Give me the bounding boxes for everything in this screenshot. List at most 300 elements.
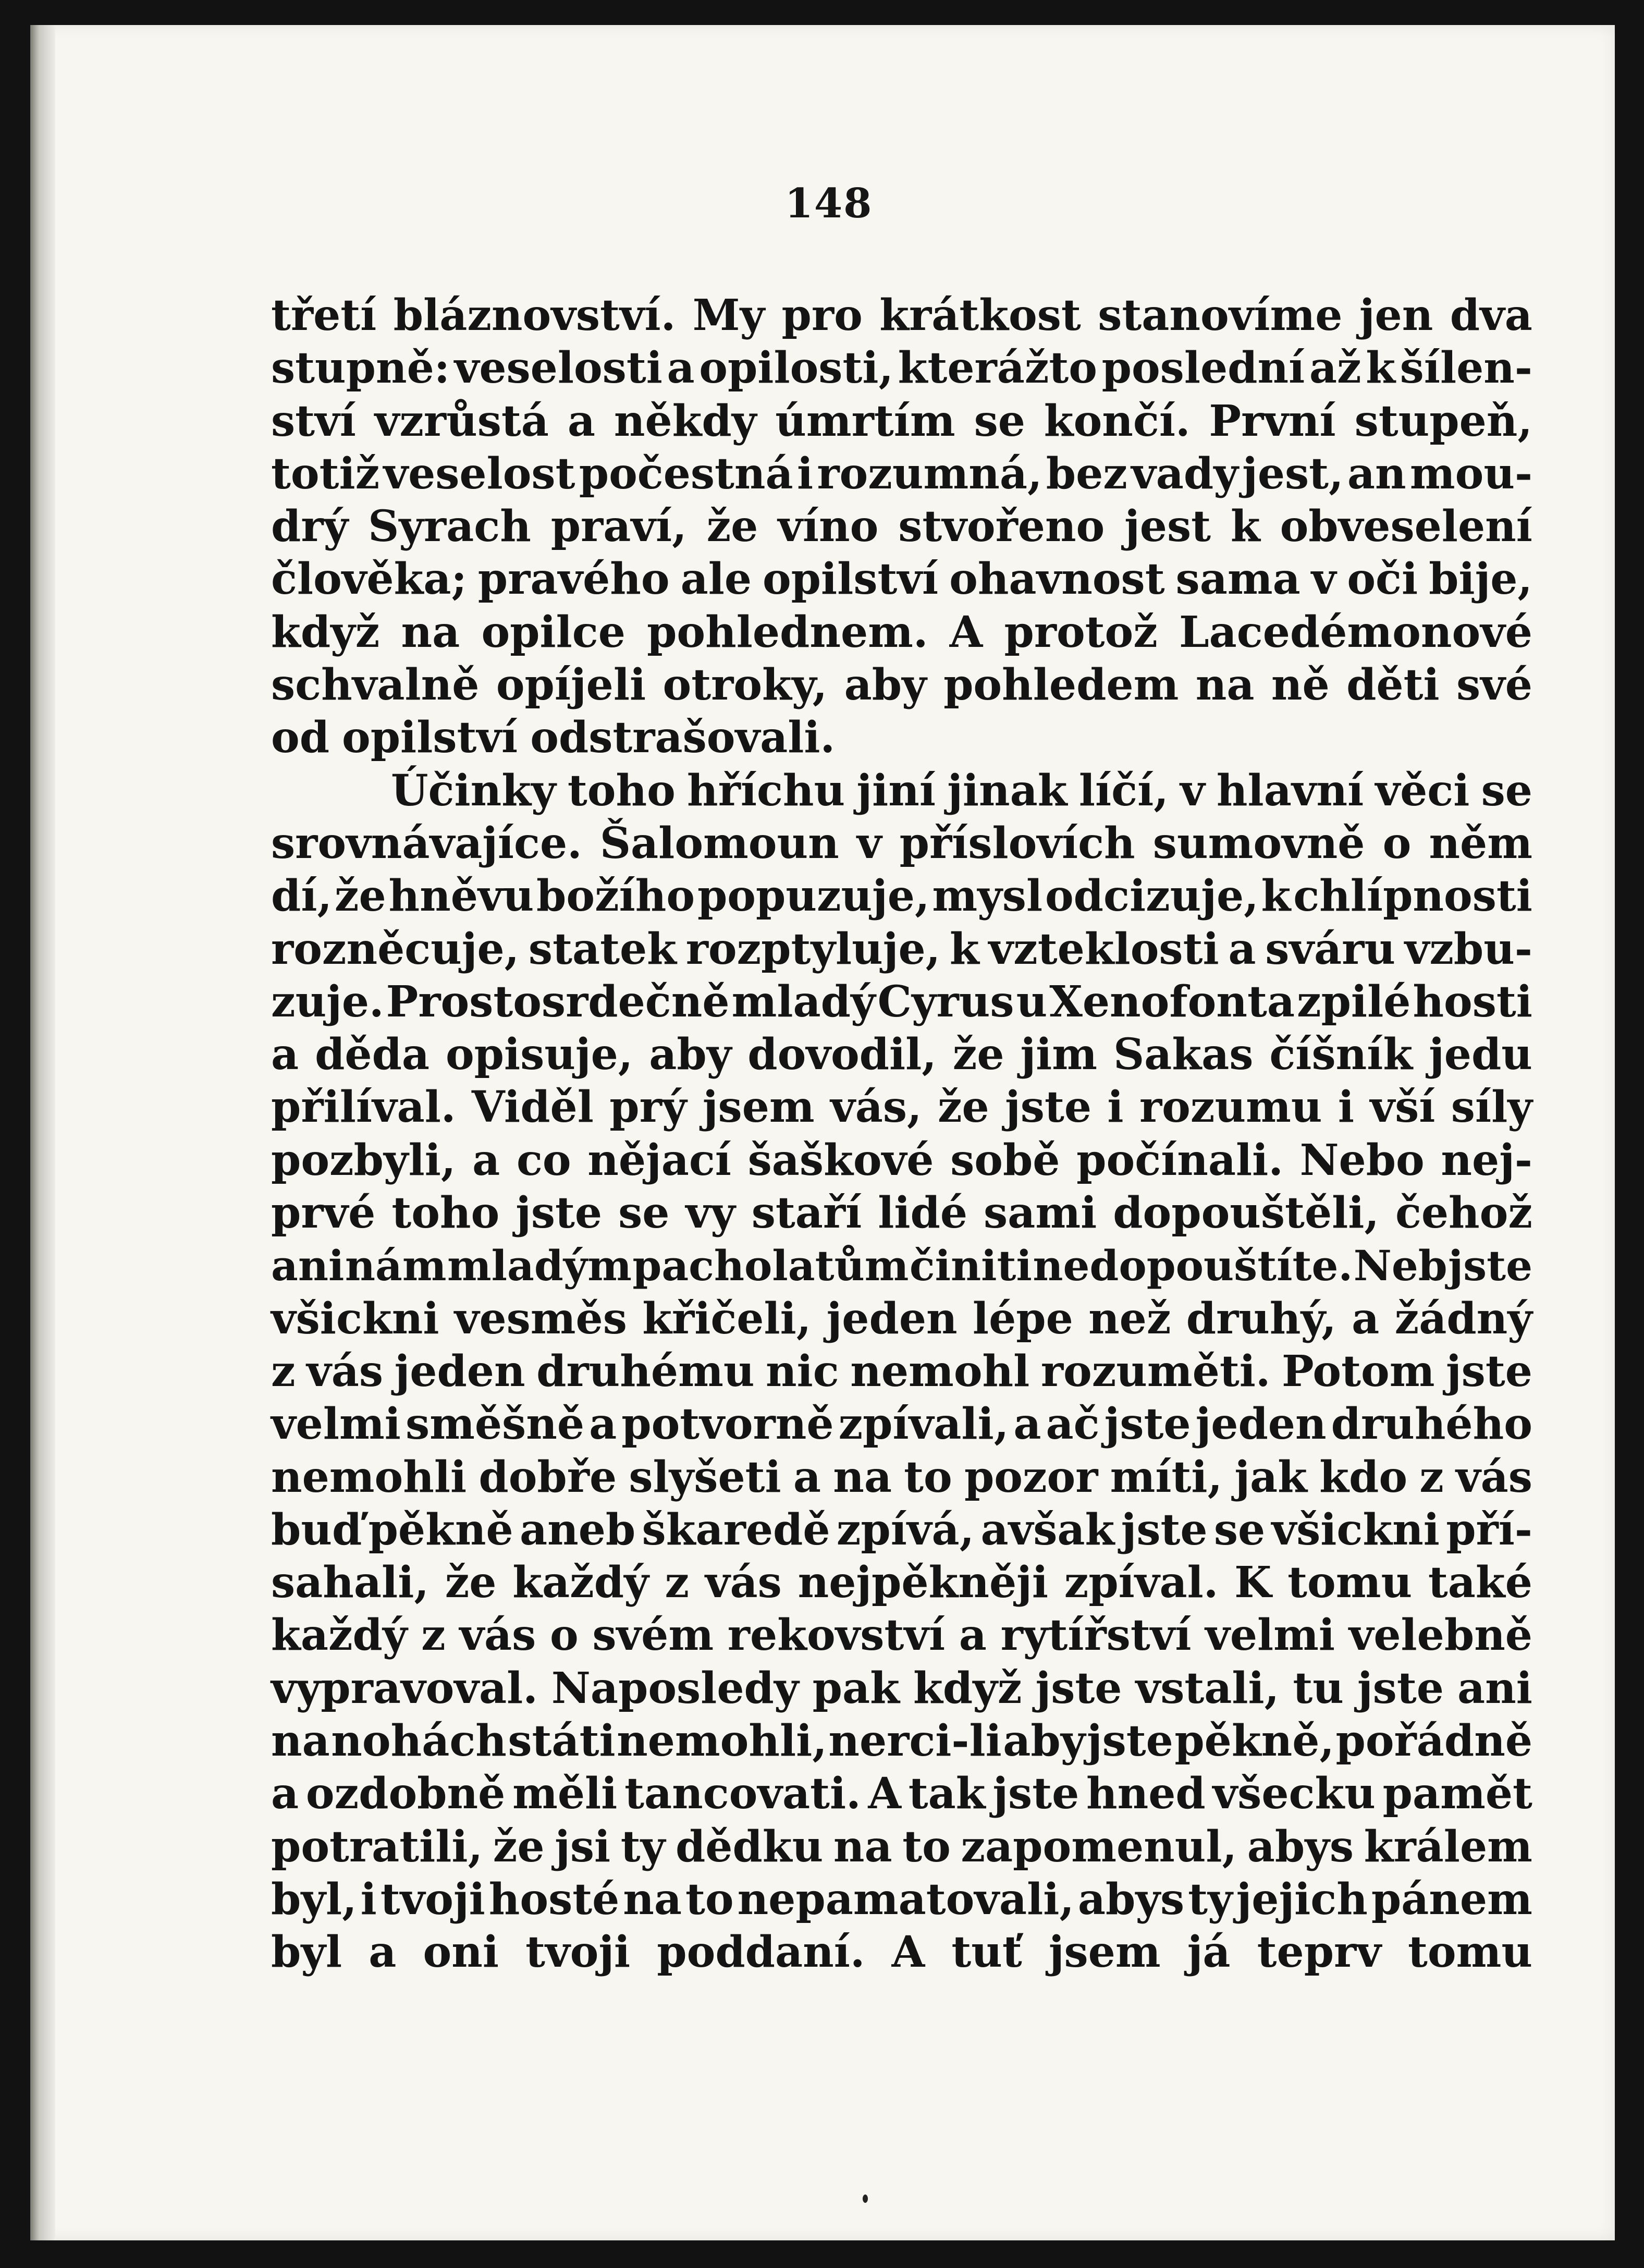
- word: pří-: [1446, 1504, 1532, 1555]
- word: buď: [271, 1504, 362, 1555]
- word: nepamatovali,: [737, 1874, 1074, 1924]
- word: a: [271, 1769, 299, 1819]
- text-line: [271, 923, 1532, 976]
- word: opilosti,: [699, 343, 894, 394]
- word: počestná: [579, 448, 793, 499]
- word: všickni: [271, 1293, 439, 1344]
- word: na: [833, 1821, 892, 1872]
- word: aby: [844, 660, 927, 710]
- word: hned: [1086, 1769, 1206, 1819]
- word: šílen-: [1400, 343, 1532, 394]
- word: i: [1107, 1082, 1124, 1133]
- text-line: [271, 976, 1532, 1028]
- word: pak: [812, 1663, 900, 1713]
- word: praví,: [550, 501, 687, 552]
- text-line: [271, 1662, 1532, 1715]
- word: jste: [1446, 1346, 1532, 1396]
- word: o: [550, 1610, 579, 1661]
- word: na: [833, 1452, 892, 1502]
- word: u: [1016, 976, 1048, 1027]
- word: dobře: [479, 1452, 617, 1502]
- word: pěkně,: [1174, 1716, 1334, 1767]
- word: jste: [1104, 1399, 1191, 1450]
- word: rozumná,: [817, 448, 1042, 499]
- word: líčí,: [1078, 765, 1169, 816]
- word: teprv: [1257, 1927, 1381, 1978]
- word: nemohli,: [617, 1716, 827, 1767]
- word: a: [271, 1029, 299, 1080]
- word: jste: [516, 1188, 603, 1239]
- word: kterážto: [898, 343, 1098, 394]
- word: a: [472, 1135, 500, 1185]
- text-line: [271, 1926, 1532, 1979]
- word: tuť: [951, 1927, 1022, 1978]
- word: Potom: [1281, 1346, 1435, 1396]
- text-line: [271, 817, 1532, 870]
- word: druhý,: [1186, 1293, 1336, 1344]
- word: vstali,: [1135, 1663, 1280, 1713]
- word: někdy: [614, 396, 757, 446]
- word: sahali,: [271, 1558, 429, 1608]
- word: měli: [512, 1769, 618, 1819]
- word: na: [271, 1716, 330, 1767]
- word: jedu: [1429, 1029, 1532, 1080]
- word: ani: [271, 1241, 345, 1291]
- word: opíjeli: [496, 660, 646, 710]
- word: a: [1013, 1399, 1041, 1450]
- word: jste: [1448, 1241, 1532, 1291]
- word: byl,: [271, 1874, 357, 1924]
- word: pozor: [964, 1452, 1098, 1502]
- word: na: [623, 1874, 682, 1924]
- word: k: [1366, 343, 1396, 394]
- word: své: [1456, 660, 1532, 710]
- word: člověka;: [271, 554, 467, 605]
- word: jste: [992, 1769, 1079, 1819]
- word: v: [856, 818, 882, 868]
- word: pacholatům: [632, 1241, 909, 1291]
- word: se: [974, 396, 1025, 446]
- text-line: [271, 1609, 1532, 1662]
- word: mou-: [1409, 448, 1532, 499]
- word: toho: [567, 765, 676, 816]
- word: to: [902, 1821, 951, 1872]
- word: odcizuje,: [1045, 871, 1259, 922]
- word: dopouštěli,: [1113, 1188, 1379, 1239]
- word: se: [1481, 765, 1532, 816]
- word: jste: [1121, 1504, 1208, 1555]
- word: ohavnost: [949, 554, 1165, 605]
- word: a: [667, 343, 695, 394]
- word: na: [1195, 660, 1255, 710]
- word: víno: [778, 501, 879, 552]
- word: zpilé: [1297, 976, 1411, 1027]
- word: třetí: [271, 290, 377, 340]
- word: Nebo: [1299, 1135, 1425, 1185]
- word: ně: [1271, 660, 1330, 710]
- word: veselost: [383, 448, 575, 499]
- word: rozuměti.: [1040, 1346, 1271, 1396]
- word: pěkně: [368, 1504, 513, 1555]
- word: nic: [766, 1346, 839, 1396]
- word: avšak: [980, 1504, 1115, 1555]
- text-line: [271, 1768, 1532, 1820]
- word: Viděl: [471, 1082, 594, 1133]
- word: Prostosrdečně: [386, 976, 730, 1027]
- text-line: [271, 1873, 1532, 1926]
- text-line: [271, 659, 1532, 712]
- word: až: [1309, 343, 1361, 394]
- word: bláznovství.: [393, 290, 676, 340]
- word: rozněcuje,: [271, 924, 520, 974]
- word: tvoji: [525, 1927, 631, 1978]
- word: státi: [508, 1716, 616, 1767]
- word: Sakas: [1113, 1029, 1254, 1080]
- word: každý: [271, 1610, 408, 1661]
- word: Lacedémonové: [1179, 607, 1532, 657]
- word: rozumu: [1139, 1082, 1322, 1133]
- word: to: [685, 1874, 734, 1924]
- text-line: [271, 500, 1532, 553]
- word: tak: [908, 1769, 986, 1819]
- word: vypravoval.: [271, 1663, 538, 1713]
- word: sumovně: [1152, 818, 1365, 868]
- word: popuzuje,: [697, 871, 930, 922]
- word: vzbu-: [1404, 924, 1532, 974]
- word: také: [1428, 1558, 1532, 1608]
- word: vesměs: [454, 1293, 627, 1344]
- word: První: [1209, 396, 1336, 446]
- word: tancovati.: [624, 1769, 861, 1819]
- word: otroky,: [662, 660, 828, 710]
- word: k: [949, 924, 979, 974]
- word: všickni: [1271, 1504, 1440, 1555]
- word: v: [1311, 554, 1336, 605]
- word: prvé: [271, 1188, 376, 1239]
- text-line: [271, 395, 1532, 448]
- word: počínali.: [1076, 1135, 1283, 1185]
- word: k: [1230, 501, 1260, 552]
- word: odstrašovali.: [530, 713, 836, 763]
- word: pamět: [1382, 1769, 1532, 1819]
- word: sváru: [1265, 924, 1395, 974]
- word: že: [334, 871, 386, 922]
- word: z: [665, 1558, 690, 1608]
- page-binding-edge: [30, 25, 55, 2240]
- word: krátkost: [879, 290, 1081, 340]
- word: vás,: [830, 1082, 922, 1133]
- word: vy: [685, 1188, 735, 1239]
- word: aneb: [519, 1504, 636, 1555]
- word: od: [271, 713, 330, 763]
- word: jest: [1124, 501, 1211, 552]
- word: zuje.: [271, 976, 384, 1027]
- word: ty: [620, 1821, 666, 1872]
- word: druhému: [536, 1346, 755, 1396]
- word: Xenofonta: [1049, 976, 1295, 1027]
- word: potvorně: [621, 1399, 834, 1450]
- word: nerci-li: [828, 1716, 1002, 1767]
- word: jejich: [1236, 1874, 1368, 1924]
- word: My: [692, 290, 765, 340]
- word: an: [1347, 448, 1406, 499]
- word: příslovích: [899, 818, 1135, 868]
- word: velmi: [271, 1399, 401, 1450]
- word: Cyrus: [877, 976, 1014, 1027]
- word: opilství: [342, 713, 518, 763]
- word: ač: [1046, 1399, 1100, 1450]
- word: síly: [1451, 1082, 1532, 1133]
- text-line: [271, 765, 1532, 817]
- word: děda: [315, 1029, 430, 1080]
- word: Účinky: [391, 765, 556, 816]
- word: hosti: [1413, 976, 1532, 1027]
- word: vás: [1456, 1452, 1532, 1502]
- word: stvořeno: [898, 501, 1105, 552]
- word: statek: [528, 924, 677, 974]
- word: než: [1088, 1293, 1171, 1344]
- word: dědku: [675, 1821, 824, 1872]
- text-line: [271, 1398, 1532, 1451]
- word: druhého: [1331, 1399, 1532, 1450]
- word: A: [868, 1769, 902, 1819]
- word: vzrůstá: [374, 396, 549, 446]
- word: poddaní.: [657, 1927, 865, 1978]
- word: vzteklosti: [988, 924, 1219, 974]
- word: K: [1234, 1558, 1272, 1608]
- word: A: [949, 607, 983, 657]
- word: aby: [1003, 1716, 1086, 1767]
- word: sobě: [950, 1135, 1060, 1185]
- word: ani: [1457, 1663, 1532, 1713]
- word: stupně:: [271, 343, 450, 394]
- word: vší: [1370, 1082, 1436, 1133]
- word: bez: [1046, 448, 1127, 499]
- text-line: [271, 870, 1532, 923]
- word: ství: [271, 396, 356, 446]
- word: pořádně: [1335, 1716, 1532, 1767]
- word: křičeli,: [642, 1293, 812, 1344]
- word: nám: [345, 1241, 447, 1291]
- word: totiž: [271, 448, 380, 499]
- word: jste: [1035, 1663, 1122, 1713]
- word: stupeň,: [1354, 396, 1532, 446]
- word: oni: [423, 1927, 499, 1978]
- word: tomu: [1287, 1558, 1413, 1608]
- word: Neb: [1353, 1241, 1447, 1291]
- word: věci: [1375, 765, 1470, 816]
- word: bije,: [1429, 554, 1532, 605]
- word: něm: [1429, 818, 1532, 868]
- ink-speck: [863, 2195, 868, 2203]
- word: jeden: [826, 1293, 958, 1344]
- word: pozbyli,: [271, 1135, 456, 1185]
- word: nějací: [587, 1135, 731, 1185]
- text-line: [271, 1293, 1532, 1345]
- word: jen: [1359, 290, 1433, 340]
- word: králem: [1364, 1821, 1532, 1872]
- word: sami: [984, 1188, 1097, 1239]
- word: zpívá,: [836, 1504, 975, 1555]
- word: pravého: [477, 554, 670, 605]
- word: obveselení: [1280, 501, 1532, 552]
- word: nejpěkněji: [798, 1558, 1048, 1608]
- word: každý: [512, 1558, 649, 1608]
- word: v: [1180, 765, 1205, 816]
- word: že: [937, 1082, 989, 1133]
- text-line: [271, 448, 1532, 500]
- word: hosté: [488, 1874, 620, 1924]
- word: byl: [271, 1927, 342, 1978]
- word: velebně: [1348, 1610, 1532, 1661]
- word: abys: [1077, 1874, 1185, 1924]
- word: protož: [1004, 607, 1158, 657]
- word: zapomenul,: [961, 1821, 1237, 1872]
- word: zpíval.: [1064, 1558, 1219, 1608]
- text-line: [271, 342, 1532, 395]
- text-line: [271, 1134, 1532, 1187]
- word: tvoji: [380, 1874, 485, 1924]
- word: vady: [1131, 448, 1238, 499]
- word: jiní: [856, 765, 936, 816]
- word: slyšeti: [629, 1452, 781, 1502]
- word: a: [793, 1452, 821, 1502]
- word: rytířství: [1000, 1610, 1192, 1661]
- text-line: [271, 1556, 1532, 1609]
- word: oči: [1347, 554, 1418, 605]
- word: čehož: [1395, 1188, 1532, 1239]
- word: že: [445, 1558, 497, 1608]
- word: přilíval.: [271, 1082, 456, 1133]
- word: a: [369, 1927, 397, 1978]
- word: to: [904, 1452, 952, 1502]
- word: nemohli: [271, 1452, 467, 1502]
- text-line: [271, 1028, 1532, 1081]
- word: potratili,: [271, 1821, 483, 1872]
- word: tomu: [1408, 1927, 1532, 1978]
- word: Syrach: [368, 501, 531, 552]
- word: jsi: [555, 1821, 611, 1872]
- word: sama: [1175, 554, 1301, 605]
- word: schvalně: [271, 660, 480, 710]
- word: lépe: [972, 1293, 1073, 1344]
- text-line: [271, 1345, 1532, 1398]
- word: já: [1187, 1927, 1231, 1978]
- word: na: [401, 607, 460, 657]
- text-line: [271, 712, 1532, 764]
- word: dí,: [271, 871, 333, 922]
- word: když: [271, 607, 380, 657]
- word: jste: [1005, 1082, 1092, 1133]
- word: a: [567, 396, 595, 446]
- word: mysl: [932, 871, 1043, 922]
- word: a: [1228, 924, 1256, 974]
- word: děti: [1346, 660, 1440, 710]
- page-number: 148: [784, 180, 873, 227]
- word: a: [1352, 1293, 1380, 1344]
- word: o: [1382, 818, 1412, 868]
- word: aby: [649, 1029, 732, 1080]
- word: hněvu: [388, 871, 534, 922]
- text-line: [271, 1081, 1532, 1134]
- word: že: [493, 1821, 545, 1872]
- word: všecku: [1212, 1769, 1376, 1819]
- word: dovodil,: [747, 1029, 937, 1080]
- word: srovnávajíce.: [271, 818, 582, 868]
- word: jeden: [1195, 1399, 1327, 1450]
- word: nohách: [331, 1716, 507, 1767]
- word: míti,: [1110, 1452, 1223, 1502]
- word: rozptyluje,: [685, 924, 941, 974]
- word: drý: [271, 501, 349, 552]
- word: hříchu: [687, 765, 845, 816]
- word: směšně: [405, 1399, 585, 1450]
- word: jak: [1234, 1452, 1307, 1502]
- word: jeden: [394, 1346, 525, 1396]
- word: A: [891, 1927, 925, 1978]
- word: poslední: [1101, 343, 1305, 394]
- word: jste: [1086, 1716, 1173, 1767]
- word: z: [271, 1346, 296, 1396]
- word: nemohl: [850, 1346, 1030, 1396]
- word: ty: [1188, 1874, 1233, 1924]
- word: jsem: [1048, 1927, 1161, 1978]
- text-line: [271, 1451, 1532, 1504]
- word: pro: [781, 290, 863, 340]
- word: žádný: [1394, 1293, 1532, 1344]
- word: končí.: [1044, 396, 1191, 446]
- word: svém: [592, 1610, 714, 1661]
- word: jsem: [702, 1082, 815, 1133]
- word: a: [589, 1399, 617, 1450]
- word: opisuje,: [445, 1029, 633, 1080]
- word: ozdobně: [305, 1769, 506, 1819]
- word: jest,: [1242, 448, 1344, 499]
- word: opilce: [481, 607, 625, 657]
- word: stanovíme: [1098, 290, 1343, 340]
- word: vás: [306, 1346, 384, 1396]
- word: staří: [751, 1188, 862, 1239]
- body-text: [271, 289, 1532, 1979]
- word: šaškové: [747, 1135, 934, 1185]
- word: i: [360, 1874, 377, 1924]
- word: abys: [1247, 1821, 1354, 1872]
- word: pohledem: [943, 660, 1179, 710]
- word: jinak: [947, 765, 1068, 816]
- word: vás: [459, 1610, 536, 1661]
- word: zpívali,: [838, 1399, 1009, 1450]
- word: Šalomoun: [599, 818, 839, 868]
- word: veselosti: [454, 343, 662, 394]
- text-line: [271, 1240, 1532, 1292]
- word: tu: [1293, 1663, 1344, 1713]
- word: opilství: [762, 554, 939, 605]
- text-line: [271, 1504, 1532, 1556]
- word: z: [421, 1610, 446, 1661]
- text-line: [271, 1821, 1532, 1873]
- word: rekovství: [727, 1610, 946, 1661]
- word: nedopouštíte.: [1033, 1241, 1353, 1291]
- word: i: [796, 448, 814, 499]
- word: prý: [609, 1082, 687, 1133]
- word: když: [913, 1663, 1022, 1713]
- word: jim: [1020, 1029, 1098, 1080]
- text-line: [271, 606, 1532, 659]
- word: i: [1338, 1082, 1355, 1133]
- word: velmi: [1205, 1610, 1335, 1661]
- word: Naposledy: [551, 1663, 799, 1713]
- word: se: [618, 1188, 670, 1239]
